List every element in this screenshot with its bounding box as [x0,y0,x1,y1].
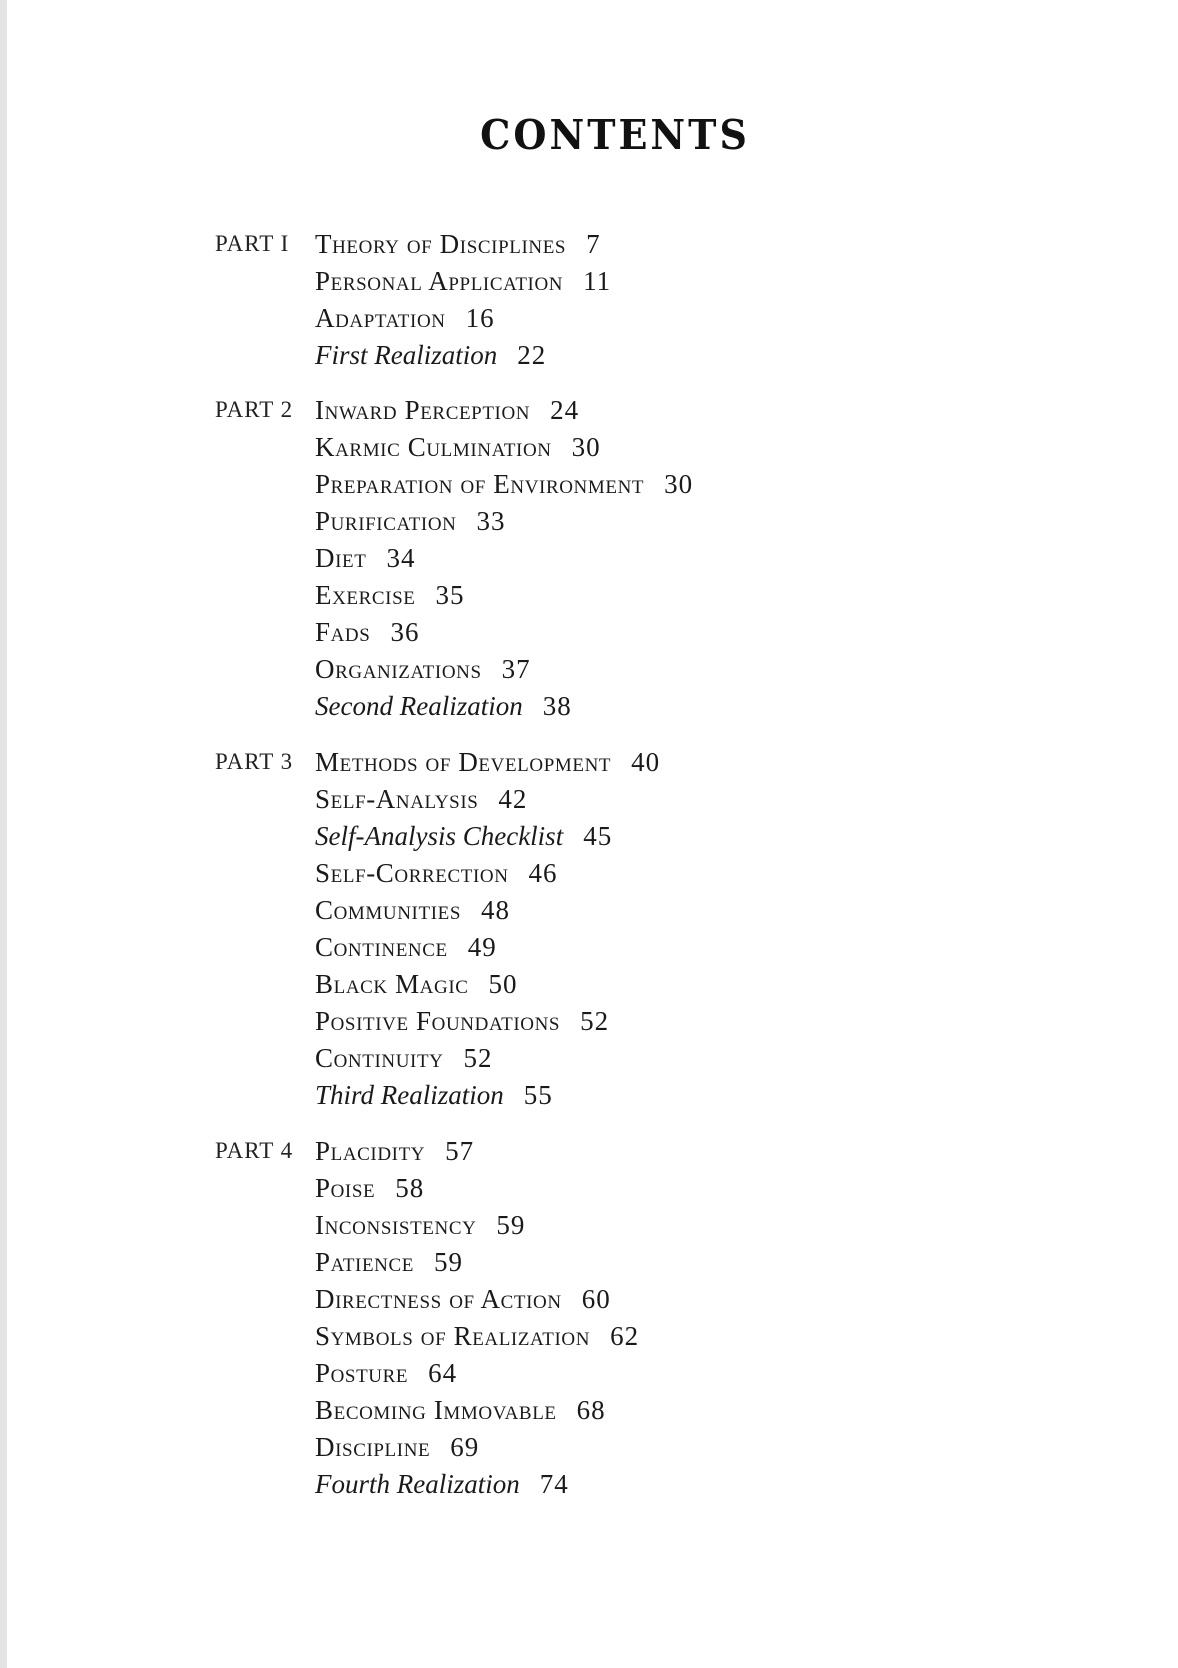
entry-page: 30 [664,469,694,499]
entry-page: 38 [542,691,572,721]
entry-title: Poise [315,1173,376,1203]
entry-title: Self-Analysis Checklist [315,821,564,851]
entry-page: 37 [501,654,531,684]
toc-entry[interactable] [315,654,531,690]
entry-title: Self-Correction [315,858,509,888]
toc-entry[interactable] [315,1136,474,1172]
toc-entry[interactable] [315,1006,609,1042]
entry-page: 48 [481,895,510,925]
entry-page: 24 [550,395,580,425]
entry-page: 57 [445,1136,475,1166]
toc-entry[interactable] [315,229,601,265]
toc-entry[interactable] [315,1043,492,1079]
entry-title: Becoming Immovable [315,1395,557,1425]
toc-entry[interactable] [315,784,527,820]
toc-entry[interactable] [315,1173,424,1209]
toc-entry[interactable] [315,617,419,653]
entry-page: 55 [523,1080,553,1110]
entry-page: 59 [496,1210,526,1240]
toc-entry[interactable] [315,1210,525,1246]
toc-entry[interactable] [315,932,497,968]
entry-title: Discipline [315,1432,431,1462]
toc-entry-realization[interactable] [315,691,572,727]
part-label: PART 3 [215,749,294,774]
entry-title: Patience [315,1247,414,1277]
toc-entry[interactable] [315,506,506,542]
entry-title: Personal Application [315,266,564,296]
entry-page: 62 [610,1321,640,1351]
entry-title: Self-Analysis [315,784,479,814]
toc-entry-realization[interactable] [315,1080,553,1116]
toc-entry[interactable] [315,1321,639,1357]
toc-entry[interactable] [315,303,495,339]
entry-page: 16 [465,303,495,333]
entry-title: Fourth Realization [315,1469,520,1499]
toc-entry-realization[interactable] [315,340,546,376]
toc-entry[interactable] [315,469,693,505]
toc-entry[interactable] [315,1395,606,1431]
toc-entry[interactable] [315,747,660,783]
entry-page: 74 [539,1469,569,1499]
toc-entry[interactable] [315,969,518,1005]
toc-entry[interactable] [315,395,579,431]
entry-title: Exercise [315,580,416,610]
entry-page: 59 [433,1247,463,1277]
toc-entry[interactable] [315,1247,463,1283]
entry-title: Placidity [315,1136,426,1166]
entry-title: Preparation of Environment [315,469,645,499]
entry-page: 35 [435,580,465,610]
entry-title: Black Magic [315,969,469,999]
entry-page: 69 [450,1432,480,1462]
toc-entry[interactable] [315,432,601,468]
toc-entry[interactable] [315,1432,479,1468]
entry-title: Continence [315,932,448,962]
entry-title: Methods of Development [315,747,612,777]
contents-heading: CONTENTS [480,110,750,159]
entry-title: Purification [315,506,457,536]
part-label: PART 4 [215,1138,294,1163]
entry-title: Second Realization [315,691,523,721]
entry-title: Inward Perception [315,395,531,425]
entry-page: 30 [571,432,601,462]
entry-title: Positive Foundations [315,1006,561,1036]
part-label: PART 2 [215,397,294,422]
entry-page: 36 [390,617,420,647]
entry-title: Communities [315,895,461,925]
entry-title: Fads [315,617,371,647]
entry-page: 46 [528,858,558,888]
entry-title: Symbols of Realization [315,1321,591,1351]
entry-page: 7 [586,229,601,259]
entry-title: Karmic Culmination [315,432,552,462]
entry-page: 64 [428,1358,458,1388]
entry-title: Diet [315,543,367,573]
entry-title: Inconsistency [315,1210,477,1240]
toc-entry-checklist[interactable] [315,821,612,857]
entry-title: Directness of Action [315,1284,562,1314]
toc-entry[interactable] [315,580,464,616]
toc-entry[interactable] [315,895,510,931]
entry-title: First Realization [315,340,498,370]
toc-entry[interactable] [315,543,415,579]
entry-page: 11 [583,266,612,296]
entry-page: 52 [463,1043,493,1073]
toc-entry[interactable] [315,858,558,894]
entry-title: Adaptation [315,303,446,333]
entry-page: 22 [517,340,547,370]
entry-title: Third Realization [315,1080,504,1110]
entry-page: 60 [581,1284,611,1314]
entry-title: Theory of Disciplines [315,229,567,259]
entry-title: Posture [315,1358,409,1388]
entry-page: 49 [467,932,497,962]
entry-page: 52 [580,1006,610,1036]
entry-page: 58 [395,1173,425,1203]
entry-page: 50 [488,969,518,999]
entry-page: 45 [583,821,613,851]
entry-page: 34 [386,543,416,573]
entry-page: 42 [498,784,528,814]
toc-entry[interactable] [315,1284,611,1320]
entry-page: 33 [476,506,506,536]
entry-title: Organizations [315,654,482,684]
entry-page: 68 [576,1395,606,1425]
toc-entry[interactable] [315,266,611,302]
toc-entry-realization[interactable] [315,1469,569,1505]
toc-entry[interactable] [315,1358,457,1394]
entry-title: Continuity [315,1043,444,1073]
entry-page: 40 [631,747,661,777]
part-label: PART I [215,231,290,256]
